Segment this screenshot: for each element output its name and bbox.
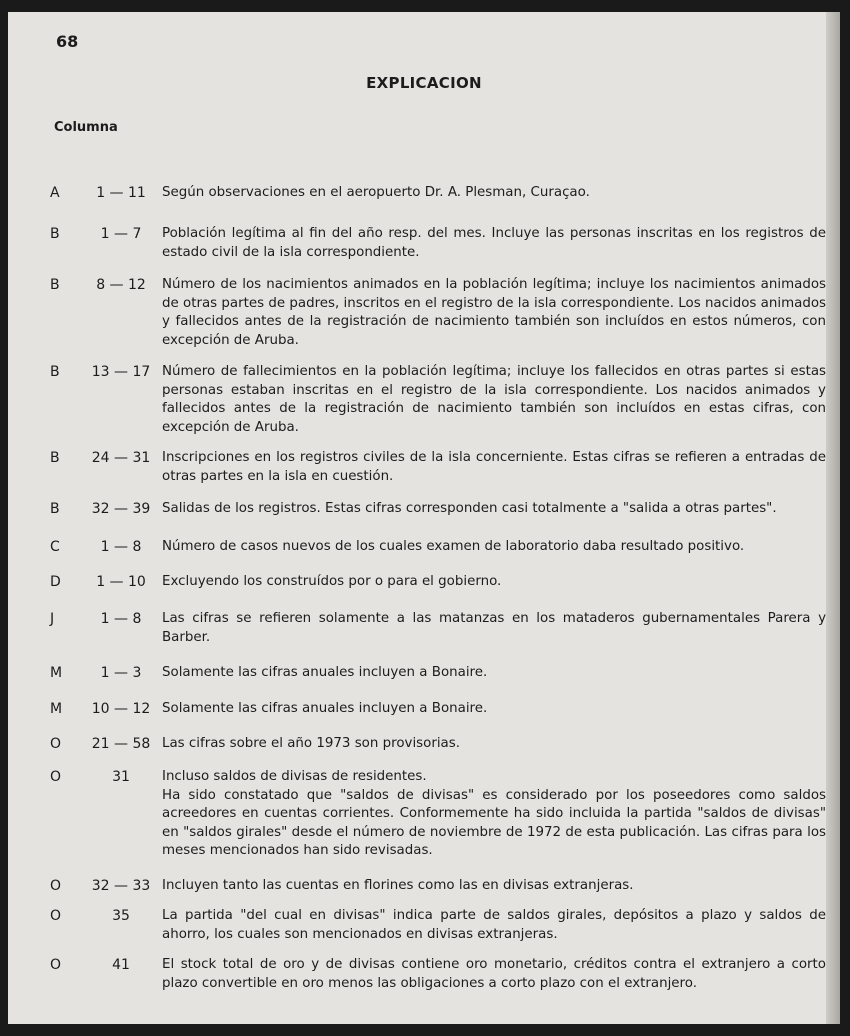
entry-text	[162, 538, 826, 557]
entry-code: A	[50, 185, 60, 201]
entry-code: D	[50, 574, 61, 590]
entry-paragraph: Incluyen tanto las cuentas en florines como las en divisas extranjeras.	[162, 878, 634, 893]
entry-paragraph: Salidas de los registros. Estas cifras corresponden casi totalmente a "salida a otras partes".	[162, 501, 777, 516]
entry-text	[162, 610, 826, 647]
entry-paragraph: Según observaciones en el aeropuerto Dr. A. Plesman, Curaçao.	[162, 185, 590, 200]
entry-range: 1 — 3	[100, 665, 142, 681]
entry-paragraph: Solamente las cifras anuales incluyen a Bonaire.	[162, 665, 488, 680]
entry-code: J	[50, 611, 55, 627]
entry-paragraph: Ha sido constatado que "saldos de divisas" es considerado por los poseedores como saldos acreedores en cuentas corrientes. Conformemente ha sido incluida la partida "saldos de divisas" en "saldos girales" desde el número de noviembre de 1972 de esta publicación. Las cifras para los meses mencionados han sido revisadas.	[162, 787, 826, 858]
entry-paragraph: Solamente las cifras anuales incluyen a Bonaire.	[162, 701, 488, 716]
entry-code: B	[50, 226, 60, 242]
entry-paragraph: El stock total de oro y de divisas contiene oro monetario, créditos contra el extranjero a corto plazo convertible en oro menos las obligaciones a corto plazo con el extranjero.	[162, 957, 826, 991]
entry-range: 21 — 58	[91, 736, 151, 752]
entry-code: M	[50, 701, 63, 717]
entry-range: 10 — 12	[91, 701, 151, 717]
entry-range: 8 — 12	[96, 277, 146, 293]
entry-range: 1 — 8	[100, 539, 142, 555]
entry-code: B	[50, 501, 60, 517]
entry-code: B	[50, 277, 60, 293]
entry-code: B	[50, 450, 60, 466]
entry-paragraph: Número de casos nuevos de los cuales examen de laboratorio daba resultado positivo.	[162, 539, 745, 554]
document-page	[8, 12, 840, 1024]
entry-text	[162, 956, 826, 993]
entry-text	[162, 276, 826, 350]
entry-text	[162, 735, 826, 754]
page-number: 68	[56, 32, 79, 51]
entry-text	[162, 664, 826, 683]
entry-range: 32 — 33	[91, 878, 151, 894]
entry-code: M	[50, 665, 63, 681]
entry-text	[162, 363, 826, 437]
entry-range: 1 — 8	[100, 611, 142, 627]
entry-text	[162, 573, 826, 592]
entry-text	[162, 768, 826, 861]
entry-code: B	[50, 364, 60, 380]
entry-text	[162, 225, 826, 262]
entry-range: 1 — 10	[96, 574, 146, 590]
entry-paragraph: Población legítima al fin del año resp. del mes. Incluye las personas inscritas en los registros de estado civil de la isla correspondiente.	[162, 226, 826, 260]
entry-code: O	[50, 736, 62, 752]
entry-range: 41	[112, 957, 130, 973]
entry-code: O	[50, 957, 62, 973]
page-edge-shadow	[826, 12, 840, 1024]
entry-paragraph: La partida "del cual en divisas" indica parte de saldos girales, depósitos a plazo y saldos de ahorro, los cuales son mencionados en divisas extranjeras.	[162, 908, 826, 942]
entry-paragraph: Las cifras se refieren solamente a las matanzas en los mataderos gubernamentales Parera y Barber.	[162, 611, 826, 645]
entry-code: C	[50, 539, 60, 555]
entry-paragraph: Número de los nacimientos animados en la población legítima; incluye los nacimientos animados de otras partes de padres, inscritos en el registro de la isla correspondiente. Los nacidos animados y fallecidos antes de la registración de nacimiento también son incluídos en estos números, con excepción de Aruba.	[162, 277, 826, 348]
entry-range: 24 — 31	[91, 450, 151, 466]
entry-code: O	[50, 878, 62, 894]
entry-paragraph: Inscripciones en los registros civiles de la isla concerniente. Estas cifras se refieren a entradas de otras partes en la isla en cuestión.	[162, 450, 826, 484]
entry-range: 31	[112, 769, 130, 785]
entry-text	[162, 500, 826, 519]
entry-paragraph: Las cifras sobre el año 1973 son provisorias.	[162, 736, 461, 751]
entry-range: 13 — 17	[91, 364, 151, 380]
entry-range: 1 — 7	[100, 226, 142, 242]
entry-text	[162, 449, 826, 486]
entry-range: 35	[112, 908, 130, 924]
entry-range: 32 — 39	[91, 501, 151, 517]
entry-code: O	[50, 769, 62, 785]
entry-text	[162, 700, 826, 719]
entry-text	[162, 877, 826, 896]
entry-text	[162, 184, 826, 203]
page-title: EXPLICACION	[366, 74, 482, 92]
entry-code: O	[50, 908, 62, 924]
entry-paragraph: Número de fallecimientos en la población legítima; incluye los fallecidos en otras partes si estas personas estaban inscritas en el registro de la isla correspondiente. Los nacidos animados y fallecidos antes de la registración de nacimiento también son incluídos en estas cifras, con excepción de Aruba.	[162, 364, 826, 435]
entry-range: 1 — 11	[96, 185, 146, 201]
entry-paragraph: Excluyendo los construídos por o para el gobierno.	[162, 574, 502, 589]
entry-paragraph: Incluso saldos de divisas de residentes.	[162, 769, 427, 784]
entry-text	[162, 907, 826, 944]
column-heading: Columna	[54, 120, 118, 135]
